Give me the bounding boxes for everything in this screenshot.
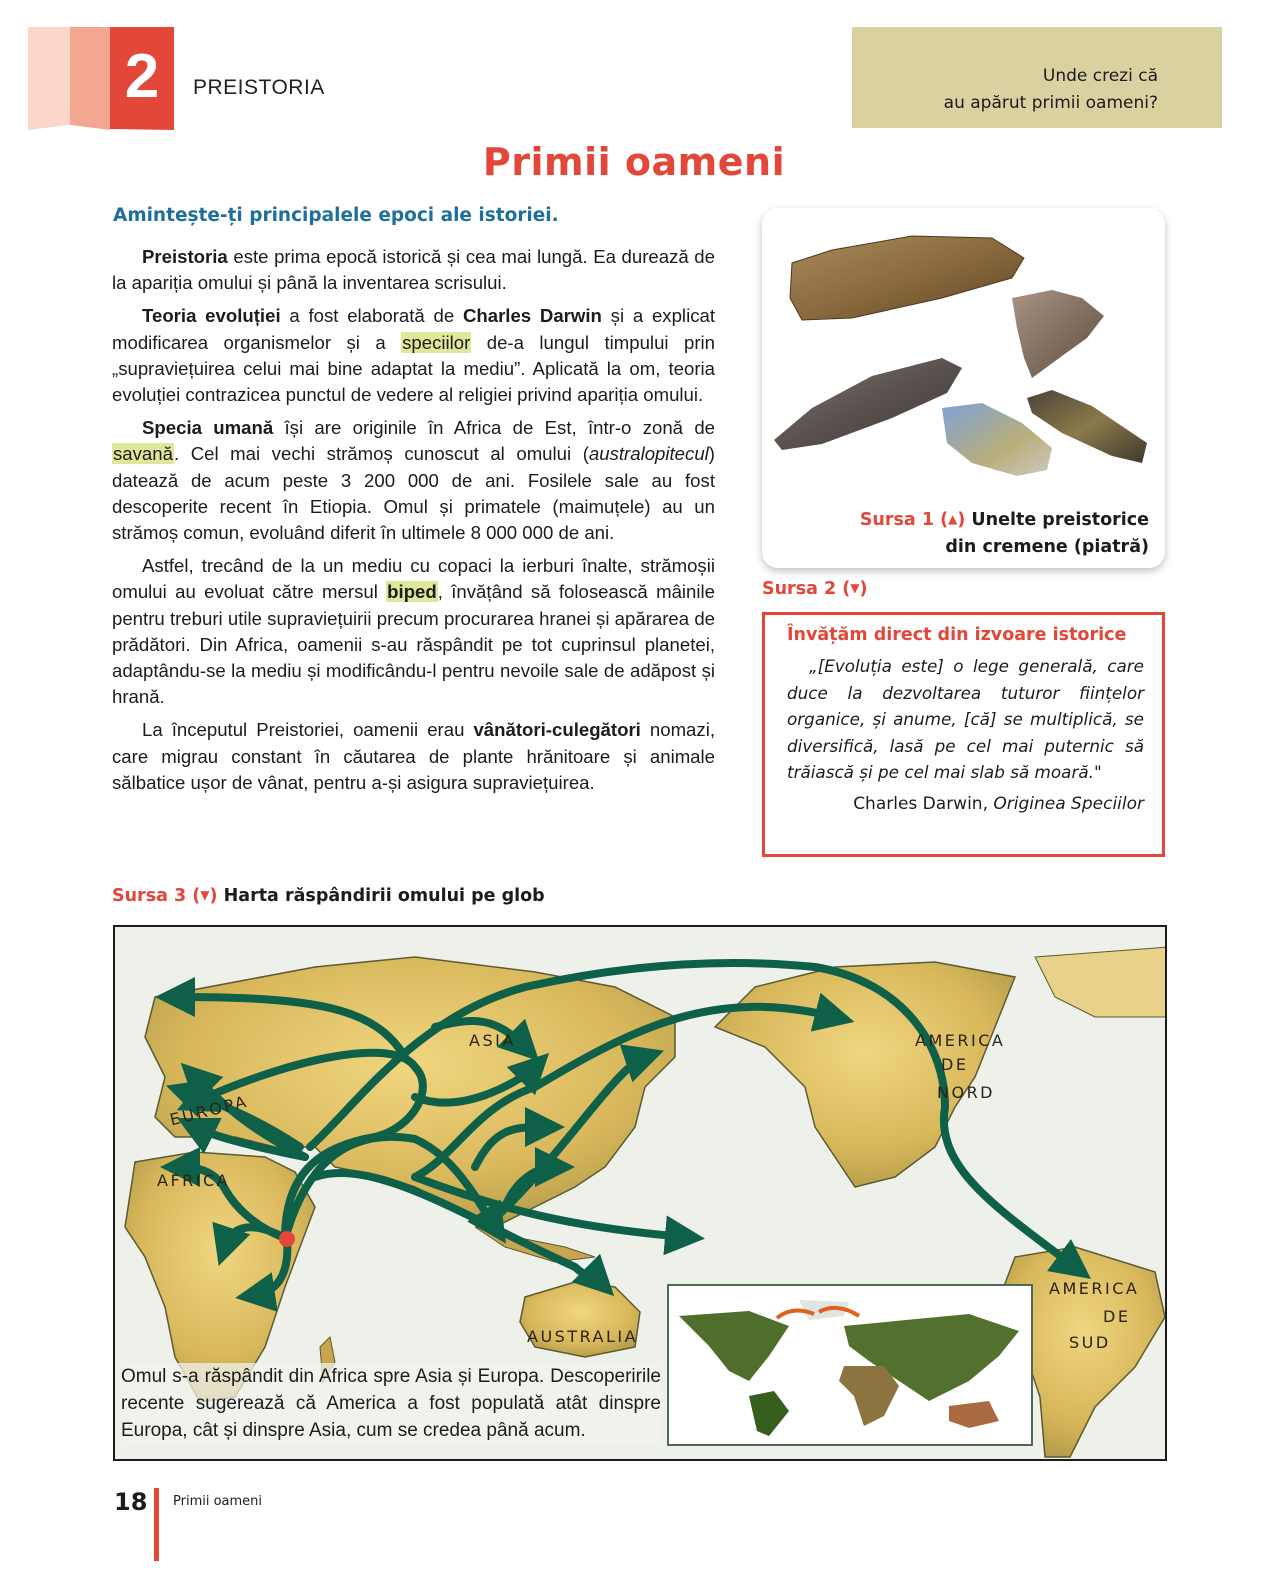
- map-label-australia: AUSTRALIA: [527, 1327, 639, 1346]
- source-3-title: Harta răspândirii omului pe glob: [217, 886, 545, 906]
- source-3-label-end: ): [209, 886, 218, 906]
- term-charles-darwin: Charles Darwin: [462, 305, 602, 327]
- paragraph-text: este prima epocă istorică și cea mai lungă. Ea durează de la apariția omului și până la inventarea scrisului.: [112, 246, 715, 294]
- paragraph-preistoria: [112, 244, 715, 296]
- question-line-1: Unde crezi că: [1042, 66, 1158, 86]
- paragraph-text: . Cel mai vechi strămoș cunoscut al omului (: [173, 443, 589, 465]
- question-box: [852, 27, 1222, 128]
- source-1-caption: [860, 506, 1149, 561]
- paragraph-text: și a explicat modificarea organismelor și a: [112, 305, 715, 353]
- glossary-term-speciilor[interactable]: speciilor: [402, 331, 471, 353]
- source-1-card: [762, 208, 1165, 568]
- quote-author: Charles Darwin,: [853, 793, 994, 814]
- paragraph-evolutie: [112, 303, 715, 408]
- triangle-down-icon[interactable]: ▼: [850, 581, 860, 595]
- map-label-africa: AFRICA: [157, 1171, 231, 1190]
- source-1-caption-line-2: din cremene (piatră): [945, 537, 1149, 557]
- flag-strip-medium: [70, 27, 110, 130]
- term-specia-umana: Specia umană: [142, 417, 274, 439]
- stone-tools-image: [762, 208, 1165, 508]
- map-label-america-nord-1: AMERICA: [915, 1031, 1006, 1050]
- paragraph-text: își are originile în Africa de Est, într-o zonă de: [273, 417, 716, 439]
- paragraph-text: de-a lungul timpului prin „supraviețuirea celui mai bine adaptat la mediu”. Aplicată la om, teoria evoluției contrazicea punctul de vedere al religiei privind apariția omului.: [112, 331, 715, 406]
- body-text: [112, 244, 715, 803]
- footer-divider: [154, 1488, 159, 1561]
- chapter-flag: [28, 27, 174, 130]
- darwin-quote: „[Evoluția este] o lege generală, care duce la dezvoltarea tuturor ființelor organice, și anume, [că] se multiplică, se diversifică, lasă pe cel mai puternic să trăiască și pe cel mai slab să moară.": [787, 656, 1144, 782]
- map-label-america-nord-2: DE: [941, 1055, 969, 1074]
- migration-map: [113, 925, 1167, 1461]
- glossary-term-savana[interactable]: savană: [113, 443, 173, 465]
- footer-section-title: Primii oameni: [173, 1494, 263, 1509]
- map-label-america-sud-1: AMERICA: [1049, 1279, 1140, 1298]
- map-label-america-nord-3: NORD: [937, 1083, 995, 1102]
- inset-world-map: [667, 1284, 1033, 1446]
- triangle-down-icon[interactable]: ▼: [200, 888, 210, 902]
- source-2-quote-box: [762, 612, 1165, 857]
- source-2-label: [762, 579, 868, 599]
- source-2-label-end: ): [859, 579, 868, 599]
- map-label-europa: EUROPA: [167, 1091, 251, 1130]
- source-1-label: Sursa 1 (: [859, 510, 949, 530]
- paragraph-text: nomazi, care migrau constant în căutarea de plante hrănitoare și animale sălbatice ușor de vânat, pentru a-și asigura supraviețuirea.: [112, 719, 715, 793]
- lead-question: Amintește-ți principalele epoci ale istoriei.: [113, 205, 559, 226]
- paragraph-text: ) datează de acum peste 3 200 000 de ani. Fosilele sale au fost descoperite recent în Etiopia. Omul și primatele (maimuțele) au un strămoș comun, evoluând diferit în ultimele 8 000 000 de ani.: [112, 443, 715, 544]
- source-1-label-end: ): [957, 510, 966, 530]
- term-vanatori-culegatori: vânători-culegători: [473, 719, 641, 741]
- inset-satellite-map: [669, 1286, 1031, 1444]
- map-label-america-sud-3: SUD: [1069, 1333, 1111, 1352]
- source-3-label: [112, 886, 545, 906]
- flag-strip-light: [28, 27, 70, 130]
- term-teoria-evolutiei: Teoria evoluției: [142, 305, 281, 327]
- paragraph-text: , învățând să folosească mâinile pentru treburi utile supraviețuirii precum procurarea hranei și apărarea de prădători. Din Africa, oamenii s-au răspândit pe tot cuprinsul planetei, adaptându-se la mediu și modificându-l pentru nevoile sale de adăpost și hrană.: [112, 581, 715, 708]
- paragraph-specia-umana: [112, 415, 715, 546]
- source-3-label-text: Sursa 3 (: [112, 886, 201, 906]
- term-australopitecul: australopitecul: [588, 443, 709, 465]
- map-label-america-sud-2: DE: [1103, 1307, 1131, 1326]
- page-number: 18: [114, 1488, 148, 1516]
- source-2-label-text: Sursa 2 (: [762, 579, 851, 599]
- glossary-term-biped[interactable]: biped: [387, 581, 437, 603]
- source-1-caption-line-1: [860, 506, 1149, 534]
- chapter-name: PREISTORIA: [193, 76, 325, 99]
- page-title: Primii oameni: [482, 140, 786, 184]
- paragraph-text: Astfel, trecând de la un mediu cu copaci la ierburi înalte, strămoșii omului au evoluat către mersul: [112, 555, 715, 603]
- quote-work: Originea Speciilor: [993, 793, 1144, 814]
- chapter-number: 2: [124, 42, 160, 111]
- term-preistoria: Preistoria: [142, 246, 228, 267]
- origin-marker: [279, 1231, 295, 1247]
- quote-attribution: [787, 794, 1144, 814]
- paragraph-biped: [112, 553, 715, 710]
- question-line-2: au apărut primii oameni?: [943, 93, 1158, 113]
- triangle-up-icon[interactable]: ▲: [948, 512, 958, 526]
- map-caption: Omul s-a răspândit din Africa spre Asia și Europa. Descoperirile recente sugerează că America a fost populată atât dinspre Europa, cât și dinspre Asia, cum se credea până acum.: [121, 1363, 661, 1444]
- quote-box-title: Învățăm direct din izvoare istorice: [787, 625, 1127, 645]
- source-1-title: Unelte preistorice: [965, 510, 1149, 530]
- map-label-asia: ASIA: [469, 1031, 516, 1050]
- paragraph-vanatori: [112, 717, 715, 796]
- paragraph-text: a fost elaborată de: [280, 305, 463, 327]
- paragraph-text: La începutul Preistoriei, oamenii erau: [142, 719, 474, 741]
